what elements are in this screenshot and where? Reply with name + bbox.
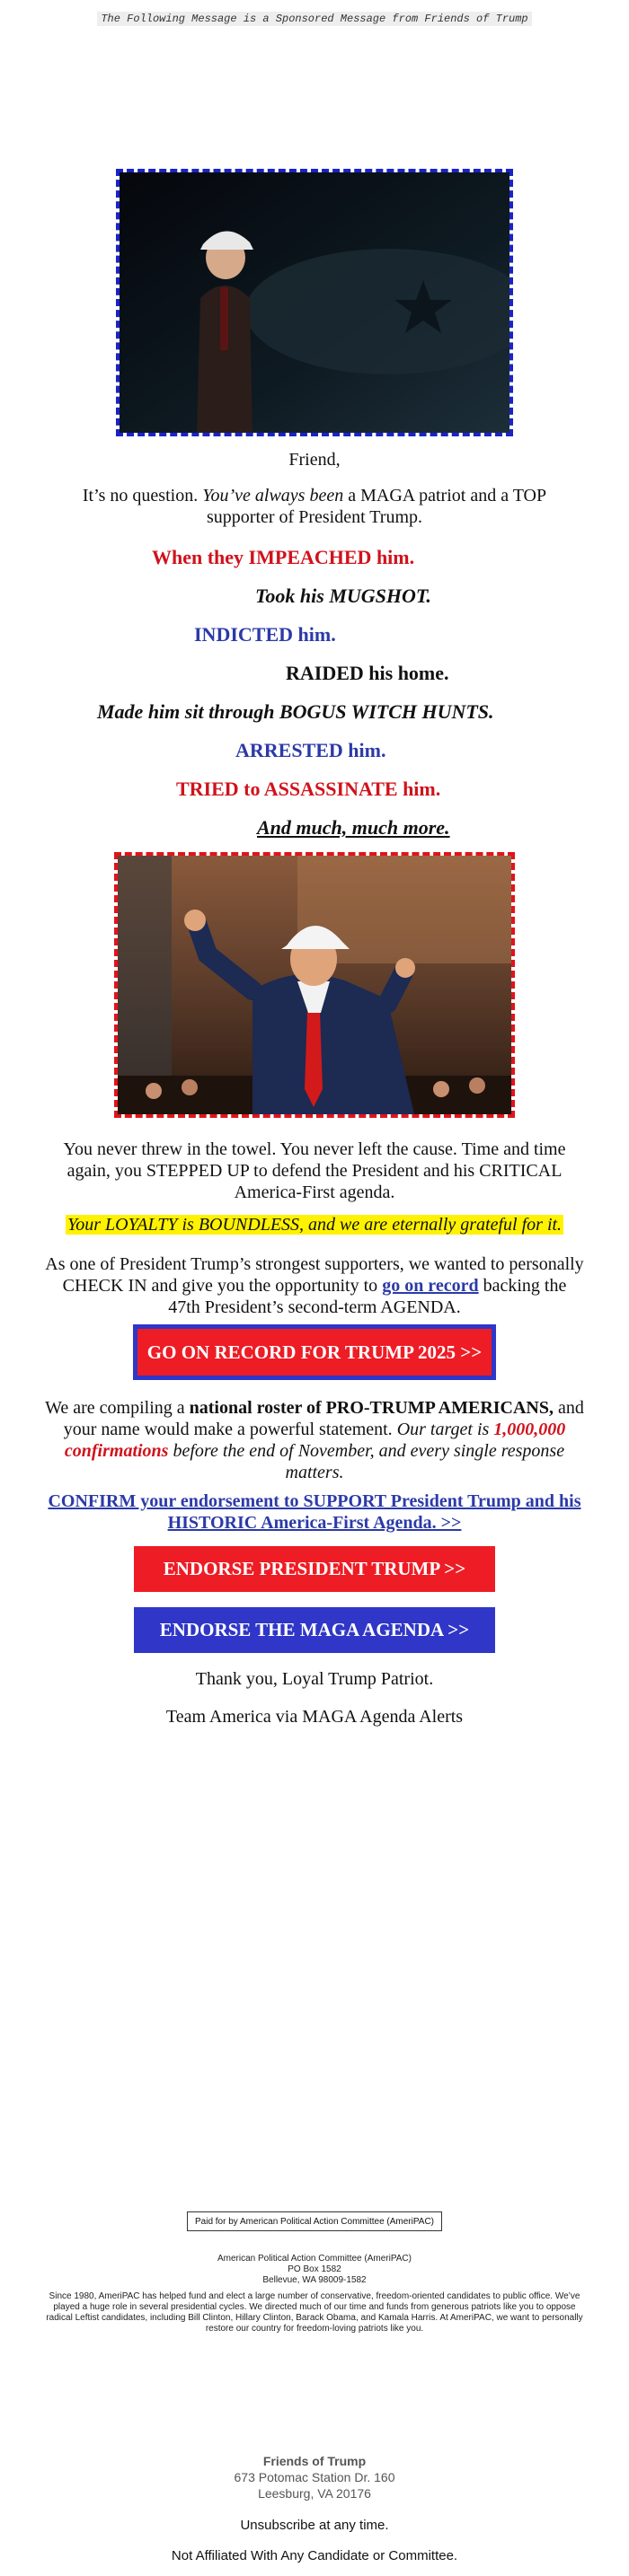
paid-for-text: Paid for by American Political Action Committee (AmeriPAC) xyxy=(194,2216,434,2227)
org-city: Bellevue, WA 98009-1582 xyxy=(262,2275,367,2285)
confirm-endorsement-line xyxy=(45,1490,584,1534)
sender-city: Leesburg, VA 20176 xyxy=(258,2486,371,2501)
intro-paragraph xyxy=(63,485,566,528)
intro-part3: a MAGA patriot and a TOP supporter of President Trump. xyxy=(207,486,547,527)
line-impeached: When they IMPEACHED him. xyxy=(152,546,415,568)
sponsor-header xyxy=(0,13,629,25)
line-indicted: INDICTED him. xyxy=(194,623,336,646)
unsubscribe-link[interactable]: Unsubscribe at any time. xyxy=(240,2518,389,2533)
intro-italic: You’ve always been xyxy=(202,486,344,506)
line-witch-hunts: Made him sit through BOGUS WITCH HUNTS. xyxy=(97,700,494,723)
line-mugshot: Took his MUGSHOT. xyxy=(255,585,431,607)
checkin-paragraph xyxy=(45,1253,584,1318)
intro-part1: It’s no question. xyxy=(82,486,203,506)
roster-paragraph xyxy=(45,1397,584,1483)
greeting: Friend, xyxy=(288,450,341,470)
line-much-more: And much, much more. xyxy=(257,816,450,839)
org-name: American Political Action Committee (AmeriPAC) xyxy=(217,2254,412,2264)
paid-for-box xyxy=(187,2211,442,2231)
sponsor-text: The Following Message is a Sponsored Message from Friends of Trump xyxy=(97,12,531,26)
roster-target-number: 1,000,000 confirmations xyxy=(64,1420,566,1461)
roster-bold: national roster of PRO-TRUMP AMERICANS, xyxy=(189,1398,554,1418)
endorse-agenda-button[interactable]: ENDORSE THE MAGA AGENDA >> xyxy=(134,1607,495,1653)
roster-p1: We are compiling a xyxy=(45,1398,190,1418)
paragraph-towel: You never threw in the towel. You never left the cause. Time and time again, you STEPPED UP to defend the President and his CRITICAL America-First agenda. xyxy=(63,1139,566,1202)
signoff-thanks: Thank you, Loyal Trump Patriot. xyxy=(195,1669,434,1689)
hero-photo-2 xyxy=(114,852,515,1118)
loyalty-highlight: Your LOYALTY is BOUNDLESS, and we are eternally grateful for it. xyxy=(66,1215,563,1235)
line-arrested: ARRESTED him. xyxy=(235,739,386,761)
loyalty-line xyxy=(0,1214,629,1235)
signoff-team: Team America via MAGA Agenda Alerts xyxy=(165,1707,464,1727)
go-on-record-button[interactable]: GO ON RECORD FOR TRUMP 2025 >> xyxy=(133,1324,496,1380)
org-about: Since 1980, AmeriPAC has helped fund and elect a large number of conservative, freedom-oriented candidates to public office. We’ve played a huge role in several presidential cycles. We directed much of our time and funds from generous patriots like you to oppose radical Leftist candidates, including Bill Clinton, Hillary Clinton, Barack Obama, and Kamala Harris. At AmeriPAC, we want to personally restore our country for freedom-loving patriots like you. xyxy=(46,2291,583,2334)
sender-name: Friends of Trump xyxy=(262,2454,367,2468)
disclaimer: Not Affiliated With Any Candidate or Committee. xyxy=(171,2548,458,2563)
roster-italic-1: Our target is xyxy=(396,1420,494,1439)
line-assassinate: TRIED to ASSASSINATE him. xyxy=(176,778,441,800)
org-po-box: PO Box 1582 xyxy=(288,2264,341,2274)
confirm-endorsement-link[interactable]: CONFIRM your endorsement to SUPPORT President Trump and his HISTORIC America-First Agenda. >> xyxy=(48,1491,581,1533)
sender-street: 673 Potomac Station Dr. 160 xyxy=(234,2470,395,2484)
roster-italic-2: before the end of November, and every single response matters. xyxy=(168,1441,565,1482)
line-raided: RAIDED his home. xyxy=(286,662,449,684)
checkin-part1: As one of President Trump’s strongest supporters, we wanted to personally CHECK IN and give you the opportunity to xyxy=(45,1254,584,1296)
endorse-trump-button[interactable]: ENDORSE PRESIDENT TRUMP >> xyxy=(134,1546,495,1592)
hero-photo-1 xyxy=(116,169,513,436)
checkin-part2: backing the 47th President’s second-term AGENDA. xyxy=(168,1276,567,1317)
go-on-record-link[interactable]: go on record xyxy=(382,1276,479,1296)
roster-p3: and your name would make a powerful statement. xyxy=(63,1398,584,1439)
